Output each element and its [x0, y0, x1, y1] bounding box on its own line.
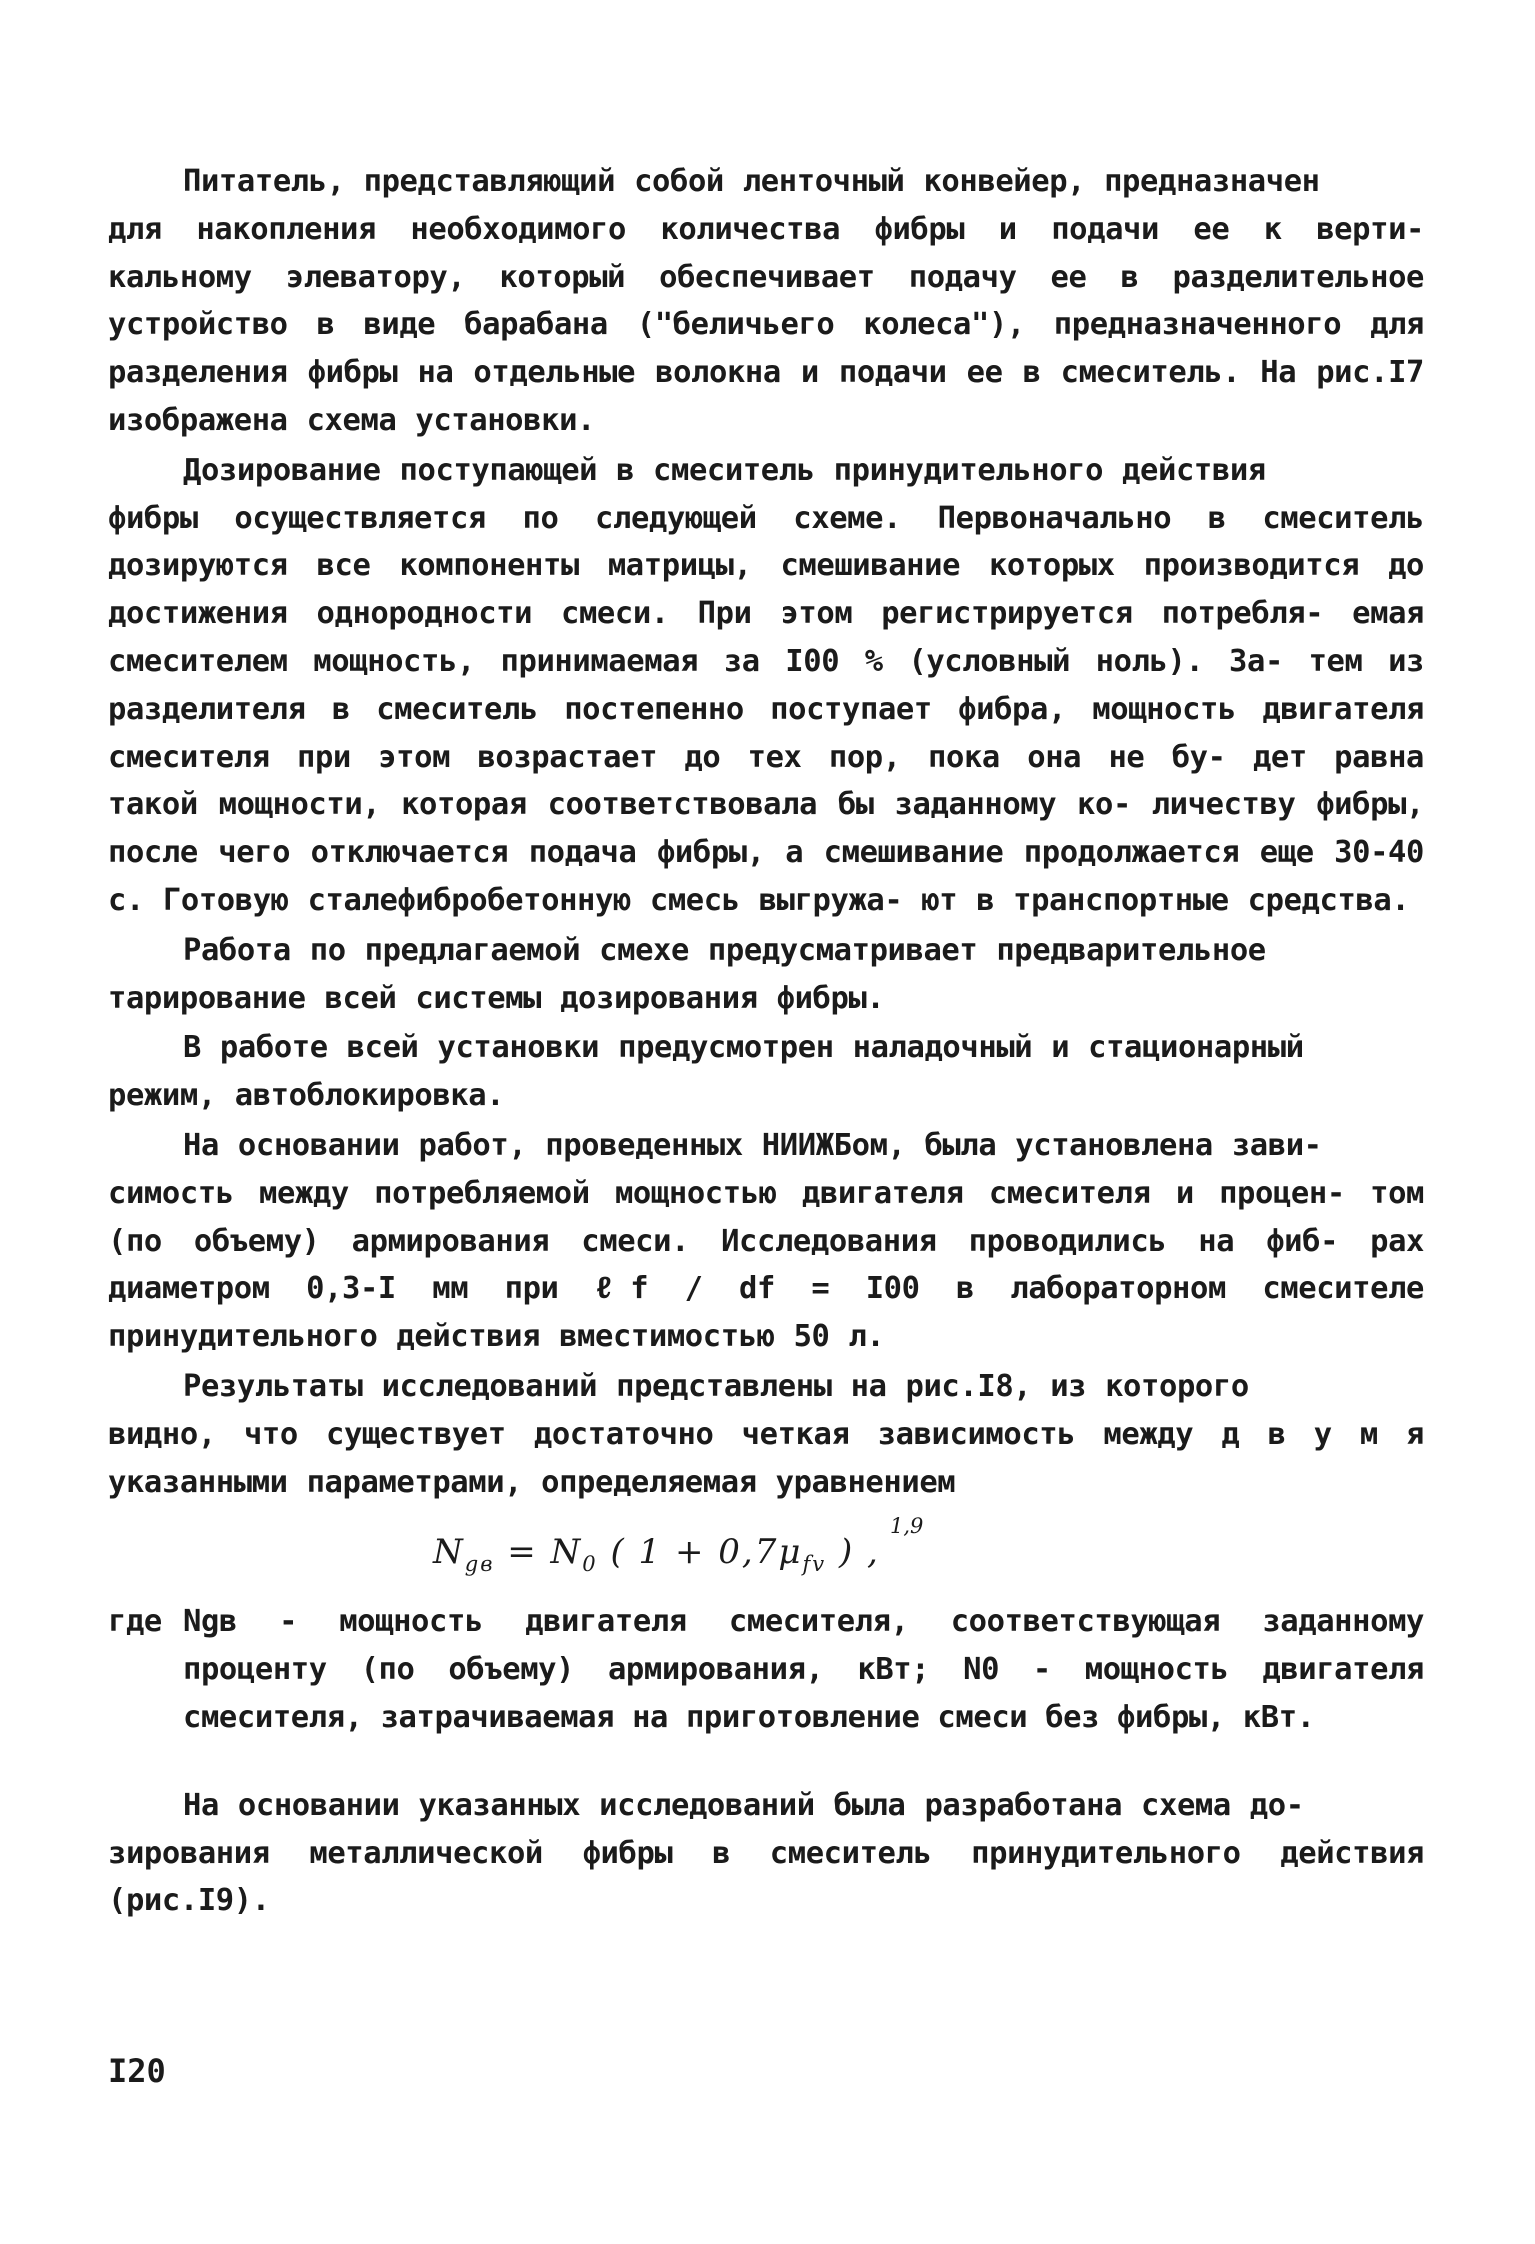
text-line: Результаты исследований представлены на рис.I8, из которого [183, 1368, 1249, 1404]
text-line: тем из разделителя в смеситель постепенно поступает фибра, мощность [108, 643, 1424, 727]
paragraph-calibration [108, 927, 1424, 1023]
definitions-text [183, 1598, 1424, 1741]
text-line: На рис.I7 изображена схема установки. [108, 355, 1424, 438]
text-line: рах диаметром 0,3-I мм при ℓf / df = I00 в лабораторном смесителе [108, 1223, 1424, 1307]
equation-n0: N [550, 1532, 583, 1573]
text-line: продолжается еще 30-40 с. Готовую сталефибробетонную смесь выгружа- [108, 835, 1424, 918]
paragraph-conclusion [108, 1782, 1424, 1925]
text-line: личеству фибры, после чего отключается подача фибры, а смешивание [108, 787, 1424, 871]
text-line: емая смесителем мощность, принимаемая за I00 % (условный ноль). За- [108, 596, 1424, 679]
text-line: двигателя смесителя при этом возрастает до тех пор, пока она не бу- [108, 691, 1424, 775]
text-line: для накопления необходимого количества фибры и подачи ее к верти- [108, 211, 1424, 247]
definitions-label: где [108, 1604, 162, 1640]
equation-bracket-body: ( 1 + 0,7 [610, 1532, 779, 1573]
body-text [108, 158, 1424, 1925]
text-line: дет равна такой мощности, которая соответствовала бы заданному ко- [108, 739, 1424, 823]
text-line: для разделения фибры на отдельные волокна и подачи ее в смеситель. [108, 307, 1424, 391]
equation-close: ) , [838, 1532, 880, 1573]
text-line: В работе всей установки предусмотрен наладочный и стационарный [183, 1030, 1304, 1066]
text-line: (рис.I9). [108, 1883, 270, 1919]
text-line: указанными параметрами, определяемая уравнением [108, 1464, 956, 1500]
equation-lhs: N [433, 1532, 465, 1573]
text-line: том (по объему) армирования смеси. Исследования проводились на фиб- [108, 1175, 1424, 1259]
text-line: дозируются все компоненты матрицы, смешивание которых производится [108, 548, 1360, 584]
text-line: Дозирование поступающей в смеситель принудительного действия [183, 452, 1266, 488]
text-line: тарирование всей системы дозирования фибры. [108, 980, 885, 1016]
text-line: режим, автоблокировка. [108, 1078, 505, 1114]
text-line: смесителя, затрачиваемая на приготовление смеси без фибры, кВт. [183, 1699, 1315, 1735]
equation-n0-subscript: 0 [582, 1552, 598, 1577]
text-line: видно, что существует достаточно четкая зависимость между д в у м я [108, 1416, 1424, 1452]
text-line: устройство в виде барабана ("беличьего колеса"), предназначенного [108, 307, 1342, 343]
equation-lhs-subscript: gв [464, 1552, 495, 1577]
equation-mu: μ [778, 1532, 803, 1573]
text-line: На основании работ, проведенных НИИЖБом, была установлена зави- [183, 1127, 1322, 1163]
paragraph-dosing [108, 447, 1424, 925]
power-equation [108, 1506, 1424, 1598]
paragraph-feeder [108, 158, 1424, 445]
text-line: Работа по предлагаемой смехе предусматривает предварительное [183, 932, 1266, 968]
equation-mu-subscript: fv [802, 1552, 827, 1577]
paragraph-research [108, 1122, 1424, 1361]
text-line: Ngв - мощность двигателя смесителя, соответствующая заданному [183, 1604, 1424, 1640]
definitions-block [108, 1598, 1424, 1741]
text-line: фибры осуществляется по следующей схеме. Первоначально в смеситель [108, 500, 1424, 536]
text-line: симость между потребляемой мощностью двигателя смесителя и процен- [108, 1175, 1345, 1211]
text-line: На основании указанных исследований была разработана схема до- [183, 1787, 1304, 1823]
paragraph-results [108, 1363, 1424, 1506]
text-line: Питатель, представляющий собой ленточный конвейер, предназначен [183, 164, 1320, 199]
text-line: принудительного действия вместимостью 50 л. [108, 1319, 885, 1355]
equation-equals: = [507, 1532, 538, 1573]
text-line: зирования металлической фибры в смеситель принудительного действия [108, 1835, 1424, 1871]
page-number: I20 [108, 2052, 166, 2090]
paragraph-modes [108, 1024, 1424, 1120]
text-line: до достижения однородности смеси. При этом регистрируется потребля- [108, 548, 1424, 632]
text-line: ют в транспортные средства. [921, 882, 1410, 918]
equation-exponent: 1,9 [890, 1514, 924, 1539]
equation-body [433, 1532, 880, 1577]
text-line: кальному элеватору, который обеспечивает подачу ее в разделительное [108, 259, 1424, 295]
text-line: проценту (по объему) армирования, кВт; N0 - мощность двигателя [183, 1652, 1424, 1688]
